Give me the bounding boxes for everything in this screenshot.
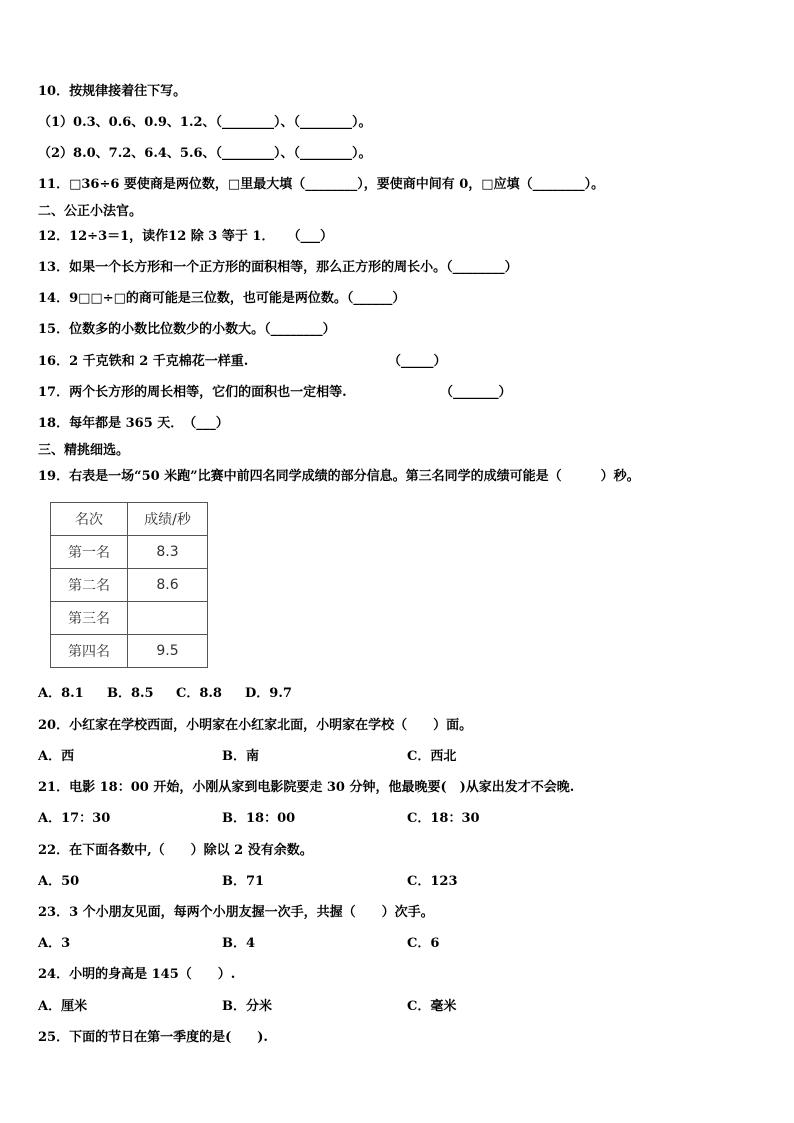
question-16: 16．2 千克铁和 2 千克棉花一样重. (38, 354, 249, 369)
option-b: B．南 (222, 749, 259, 764)
option-a: A．3 (38, 936, 71, 951)
option-b: B．71 (222, 874, 265, 889)
question-16-answer-blank: （_____） (388, 354, 447, 369)
question-22: 22．在下面各数中,（ ）除以 2 没有余数。 (38, 843, 313, 858)
table-cell: 第四名 (51, 635, 128, 668)
option-a: A．17：30 (38, 811, 111, 826)
option-d: D．9.7 (245, 686, 292, 701)
option-c: C．18：30 (407, 811, 480, 826)
option-c: C．6 (407, 936, 440, 951)
score-table (50, 502, 208, 668)
option-a: A．50 (38, 874, 80, 889)
option-a: A．西 (38, 749, 75, 764)
option-b: B．4 (222, 936, 256, 951)
table-header-cell: 成绩/秒 (128, 503, 208, 536)
question-20: 20．小红家在学校西面，小明家在小红家北面，小明家在学校（ ）面。 (38, 718, 473, 733)
table-row (51, 569, 208, 602)
question-17-answer-blank: （_______） (440, 385, 512, 400)
table-row (51, 602, 208, 635)
option-c: C．8.8 (176, 686, 222, 701)
question-25: 25．下面的节日在第一季度的是( ). (38, 1030, 268, 1045)
question-19: 19．右表是一场“50 米跑”比赛中前四名同学成绩的部分信息。第三名同学的成绩可能是（ ）秒。 (38, 469, 640, 484)
question-12: 12．12÷3＝1，读作12 除 3 等于 1． （___） (38, 229, 333, 244)
option-b: B．分米 (222, 999, 272, 1014)
table-cell: 第三名 (51, 602, 128, 635)
question-21: 21．电影 18：00 开始，小刚从家到电影院要走 30 分钟，他最晚要( )从家出发才不会晚. (38, 780, 575, 795)
question-11: 11．□36÷6 要使商是两位数，□里最大填（________），要使商中间有 0，□应填（________）。 (38, 177, 605, 192)
table-cell: 第一名 (51, 536, 128, 569)
option-b: B．8.5 (107, 686, 154, 701)
table-cell (128, 602, 208, 635)
table-cell: 8.6 (128, 569, 208, 602)
question-10-part-1: （1）0.3、0.6、0.9、1.2、（________）、（________）。 (38, 115, 372, 130)
option-c: C．西北 (407, 749, 457, 764)
question-24: 24．小明的身高是 145（ ）. (38, 967, 236, 982)
table-row (51, 536, 208, 569)
section-3-heading: 三、精挑细选。 (38, 443, 130, 458)
table-cell: 9.5 (128, 635, 208, 668)
question-10: 10．按规律接着往下写。 (38, 84, 187, 99)
table-cell: 第二名 (51, 569, 128, 602)
question-10-part-2: （2）8.0、7.2、6.4、5.6、（________）、（________）。 (38, 146, 372, 161)
question-18: 18．每年都是 365 天． （___） (38, 416, 229, 431)
table-header-row (51, 503, 208, 536)
option-a: A．8.1 (38, 686, 84, 701)
option-c: C．123 (407, 874, 458, 889)
table-cell: 8.3 (128, 536, 208, 569)
option-b: B．18：00 (222, 811, 296, 826)
question-14: 14．9□□÷□的商可能是三位数，也可能是两位数。（______） (38, 291, 406, 306)
question-23: 23．3 个小朋友见面，每两个小朋友握一次手，共握（ ）次手。 (38, 905, 434, 920)
section-2-heading: 二、公正小法官。 (38, 204, 143, 219)
option-a: A．厘米 (38, 999, 88, 1014)
option-c: C．毫米 (407, 999, 457, 1014)
table-row (51, 635, 208, 668)
question-13: 13．如果一个长方形和一个正方形的面积相等，那么正方形的周长小。（________） (38, 260, 518, 275)
question-15: 15．位数多的小数比位数少的小数大。（________） (38, 322, 336, 337)
question-17: 17．两个长方形的周长相等，它们的面积也一定相等. (38, 385, 347, 400)
table-header-cell: 名次 (51, 503, 128, 536)
